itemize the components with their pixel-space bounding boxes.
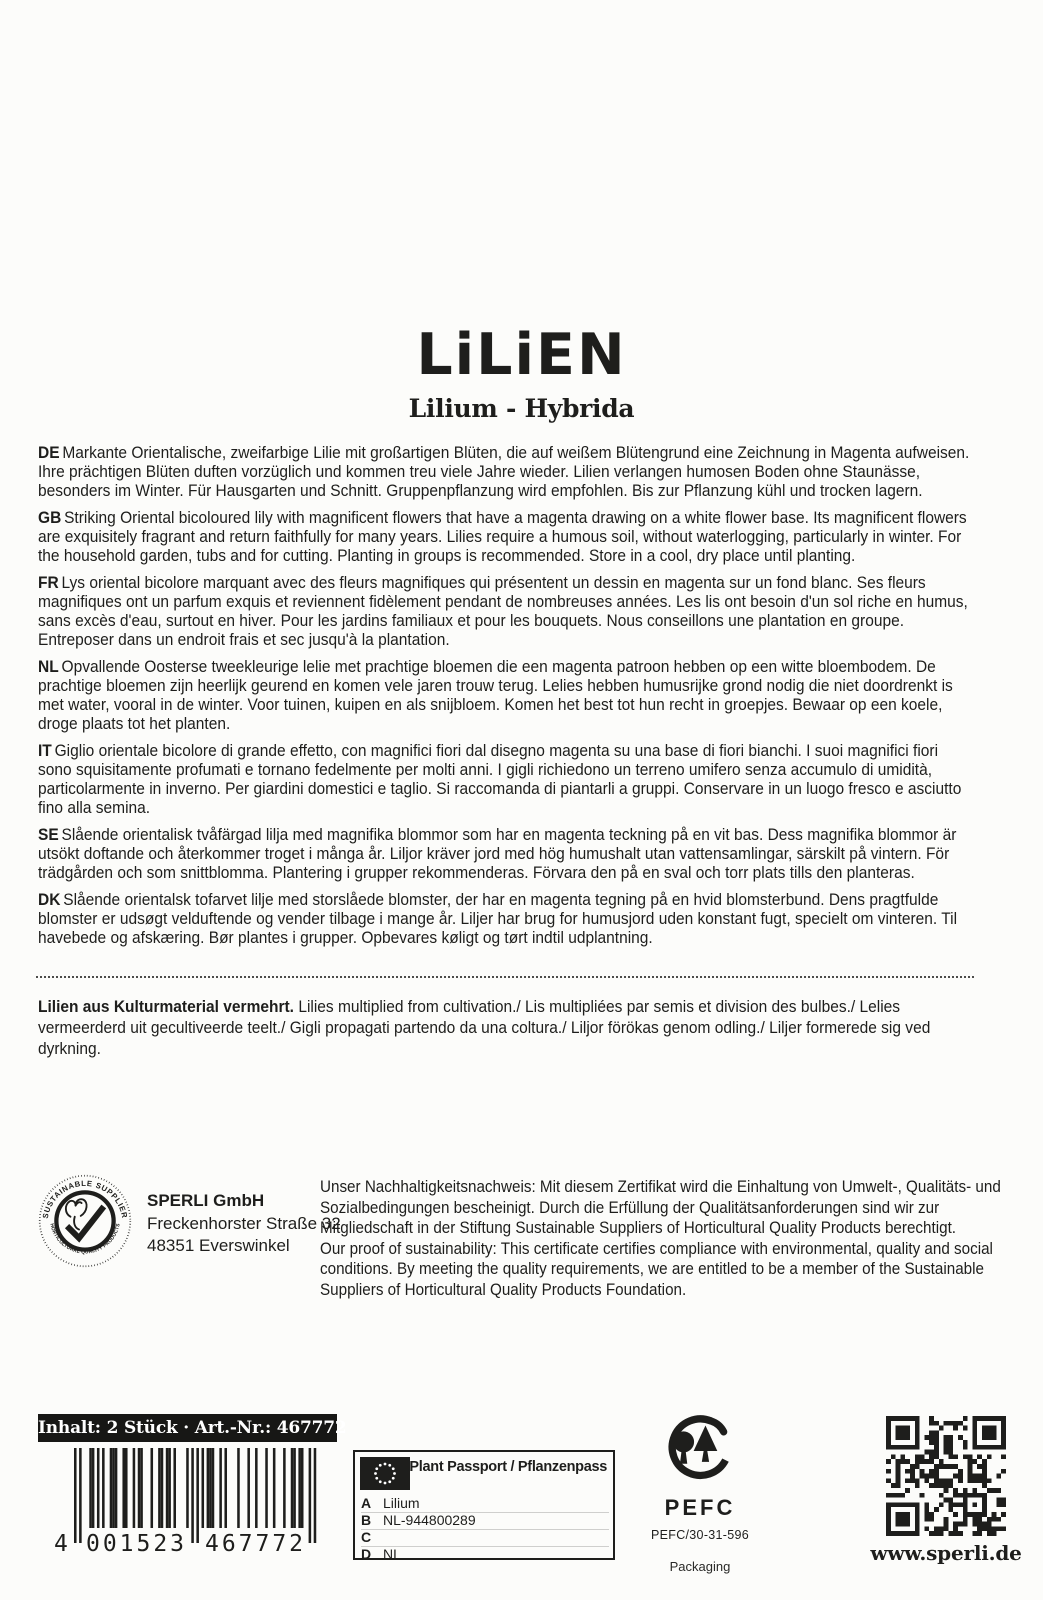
- eu-flag-icon: [360, 1457, 410, 1490]
- language-code: SE: [38, 826, 59, 844]
- supplier-city: 48351 Everswinkel: [147, 1236, 290, 1255]
- sustainability-statement: [320, 1177, 1012, 1301]
- language-code: DK: [38, 891, 61, 909]
- description-text: Striking Oriental bicoloured lily with magnificent flowers that have a magenta drawing on a white flower base. Its magnificent flowers are exquisitely fragrant and return faithfully for many years. Lilies require a humous soil, without waterlogging, particularly in winter. For the household garden, tubs and for cutting. Planting in groups is recommended. Store in a cool, dry place until planting.: [38, 509, 967, 565]
- description-paragraph: [38, 891, 974, 948]
- description-text: Lys oriental bicolore marquant avec des fleurs magnifiques qui présentent un dessin en magenta sur un fond blanc. Ses fleurs magnifiques ont un parfum exquis et reviennent fidèlement pendant de nombreuses années. Les lis ont besoin d'un sol riche en humus, sans excès d'eau, surtout en hiver. Pour les jardins familiaux et pour les bouquets. Nous conseillons une plantation en groupe. Entreposer dans un endroit frais et sec jusqu'à la plantation.: [38, 574, 968, 649]
- svg-text:001523: 001523: [86, 1531, 184, 1556]
- pefc-certification: [638, 1412, 762, 1574]
- badge-bottom-text: HORTICULTURAL QUALITY PRODUCTS: [48, 1223, 122, 1256]
- sustainable-supplier-badge-icon: [38, 1174, 132, 1268]
- supplier-name: SPERLI GmbH: [147, 1191, 265, 1210]
- pefc-license-code: PEFC/30-31-596: [651, 1528, 749, 1542]
- passport-row-key: C: [361, 1529, 372, 1545]
- passport-row-key: B: [361, 1512, 372, 1528]
- pefc-scope-label: Packaging: [669, 1559, 731, 1574]
- sustainability-text-de: Unser Nachhaltigkeitsnachweis: Mit diesem Zertifikat wird die Einhaltung von Umwelt-, Qualitäts- und Sozialbedingungen bescheinigt. Durch die Erfüllung der Qualitätsanforderungen sind wir zur Mitgliedschaft in der Stiftung Sustainable Suppliers of Horticultural Quality Products berechtigt.: [320, 1178, 1001, 1238]
- description-paragraph: [38, 509, 974, 566]
- sustainability-text-en: Our proof of sustainability: This certificate certifies compliance with environmental, quality and social conditions. By meeting the quality requirements, we are entitled to be a member of the Sustainable Suppliers of Horticultural Quality Products Foundation.: [320, 1239, 993, 1299]
- description-paragraph: [38, 658, 974, 734]
- description-paragraph: [38, 742, 974, 818]
- plant-passport-row: [361, 1496, 609, 1513]
- description-paragraph: [38, 574, 974, 650]
- language-code: NL: [38, 658, 59, 676]
- plant-passport-row: [361, 1513, 609, 1530]
- language-code: IT: [38, 742, 52, 760]
- passport-row-value: Lilium: [383, 1495, 420, 1511]
- description-text: Giglio orientale bicolore di grande effetto, con magnifici fiori dal disegno magenta su una base di fiori bianchi. I suoi magnifici fiori sono squisitamente profumati e tornano fedelmente per molti anni. I gigli richiedono un terreno umifero senza accumulo di umidità, particolarmente in inverno. Per giardini domestici e taglio. Si raccomanda di piantarli a gruppi. Conservare in un luogo fresco e asciutto fino alla semina.: [38, 742, 962, 817]
- plant-passport-title: Plant Passport / Pflanzenpass: [409, 1459, 607, 1475]
- plant-passport-rows: [361, 1496, 609, 1563]
- language-code: FR: [38, 574, 59, 592]
- plant-passport-row: [361, 1530, 609, 1547]
- dotted-separator: [36, 976, 974, 978]
- passport-row-value: NL-944800289: [383, 1512, 476, 1528]
- description-text: Slående orientalisk tvåfärgad lilja med magnifika blommor som har en magenta teckning på en vit bas. Dess magnifika blommor är utsökt doftande och återkommer troget i många år. Liljor kräver jord med hög humushalt utan vattensamlingar, särskilt på vintern. För trädgården och som snittblomma. Plantering i grupper rekommenderas. Förvara den på en sval och torr plats tills den planteras.: [38, 826, 957, 882]
- description-paragraph: [38, 444, 974, 501]
- pefc-logo-icon: [659, 1412, 741, 1490]
- svg-text:467772: 467772: [205, 1531, 303, 1556]
- passport-row-key: A: [361, 1495, 372, 1511]
- cultivation-note-lead: Lilien aus Kulturmaterial vermehrt.: [38, 998, 295, 1016]
- description-text: Markante Orientalische, zweifarbige Lilie mit großartigen Blüten, die auf weißem Blütengrund eine Zeichnung in Magenta aufweisen. Ihre prächtigen Blüten duften vorzüglich und kommen treu viele Jahre wieder. Lilien verlangen humosen Boden ohne Staunässe, besonders im Winter. Für Hausgarten und Schnitt. Gruppenpflanzung wird empfohlen. Bis zur Pflanzung kühl und trocken lagern.: [38, 444, 970, 500]
- description-text: Opvallende Oosterse tweekleurige lelie met prachtige bloemen die een magenta patroon hebben op een witte bloembodem. De prachtige bloemen zijn heerlijk geurend en komen vele jaren trouw terug. Lelies hebben humusrijke grond nodig die niet doordrenkt is met water, vooral in de winter. Voor tuinen, kuipen en als snijbloem. Komen het best tot hun recht in groepjes. Bewaar op een koele, droge plaats tot het planten.: [38, 658, 953, 733]
- description-text: Slående orientalsk tofarvet lilje med storslåede blomster, der har en magenta tegning på en hvid blomsterbund. Dens pragtfulde blomster er udsøgt velduftende og vender tilbage i mange år. Liljer har brug for humusjord uden konstant fugt, specielt om vinteren. Til havebede og afskæring. Bør plantes i grupper. Opbevares køligt og tørt indtil udplantning.: [38, 891, 958, 947]
- ean-barcode: [48, 1448, 320, 1556]
- cultivation-note: [38, 997, 974, 1060]
- language-code: GB: [38, 509, 62, 527]
- cultivation-note-rest: Lilies multiplied from cultivation./ Lis multipliées par semis et division des bulbes./ Lelies vermeerderd uit gecultiveerde teelt./ Gigli propagati partendo da una coltura./ Liljor förökas genom odling./ Liljer formerede sig ved dyrkning.: [38, 998, 931, 1058]
- description-list: [38, 444, 974, 956]
- svg-text:4: 4: [54, 1531, 68, 1556]
- supplier-address: [147, 1190, 341, 1258]
- description-paragraph: [38, 826, 974, 883]
- plant-passport-row: [361, 1547, 609, 1563]
- supplier-street: Freckenhorster Straße 32: [147, 1213, 341, 1233]
- passport-row-value: NL: [383, 1546, 401, 1562]
- website-url: www.sperli.de: [870, 1541, 1022, 1565]
- plant-passport-box: [353, 1450, 615, 1560]
- passport-row-key: D: [361, 1546, 372, 1562]
- product-title: LiLiEN: [416, 322, 627, 388]
- product-subtitle: Lilium - Hybrida: [408, 394, 635, 423]
- language-code: DE: [38, 444, 60, 462]
- content-info-bar: Inhalt: 2 Stück · Art.-Nr.: 467772: [38, 1414, 337, 1442]
- badge-top-text: SUSTAINABLE SUPPLIER: [40, 1178, 130, 1220]
- pefc-wordmark: PEFC: [664, 1495, 736, 1520]
- qr-code: [886, 1416, 1006, 1536]
